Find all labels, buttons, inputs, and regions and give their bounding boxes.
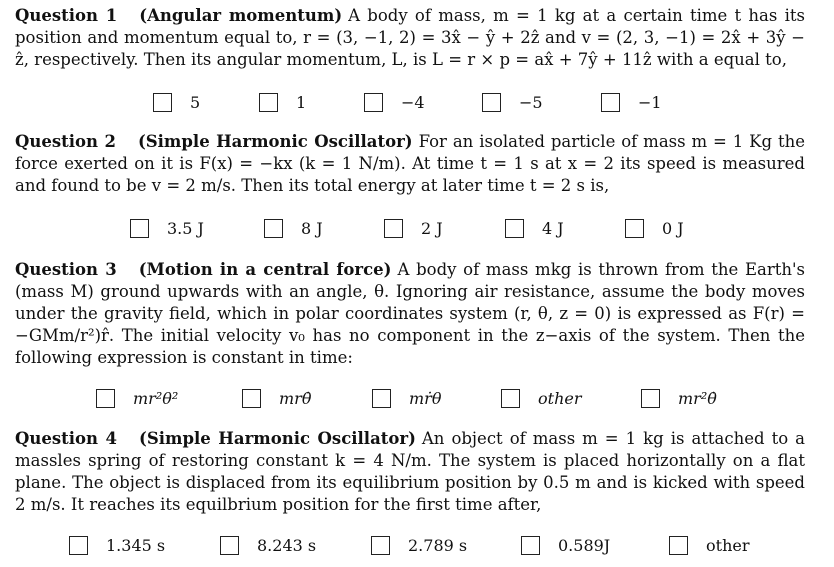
option-label: −5	[519, 92, 543, 112]
checkbox[interactable]	[669, 536, 688, 555]
checkbox[interactable]	[259, 93, 278, 112]
option-label: mṙθ	[409, 388, 442, 408]
option-label: 2.789 s	[408, 535, 468, 555]
question-text: An object of mass m = 1 kg is attached to a massles spring of restoring constant k = 4 N/m. The system is placed horizontally on a flat plane. The object is displaced from its equilibrium position by 0.5 m and is kicked with speed 2 m/s. It reaches its equilbrium position for the first time after,	[15, 429, 806, 514]
answer-option[interactable]	[130, 215, 204, 241]
answer-option[interactable]	[96, 385, 178, 411]
question-title: Question 4	[15, 429, 118, 448]
option-label: 1	[296, 92, 307, 112]
answer-option[interactable]	[220, 532, 316, 558]
checkbox[interactable]	[364, 93, 383, 112]
checkbox[interactable]	[96, 389, 115, 408]
answer-option[interactable]	[69, 532, 165, 558]
option-label: 2 J	[421, 218, 443, 238]
checkbox[interactable]	[625, 219, 644, 238]
answer-option[interactable]	[264, 215, 323, 241]
option-label: 8 J	[301, 218, 323, 238]
answer-option[interactable]	[625, 215, 684, 241]
checkbox[interactable]	[521, 536, 540, 555]
answer-options-q2	[0, 215, 834, 241]
option-label: 3.5 J	[167, 218, 204, 238]
option-label: 0 J	[662, 218, 684, 238]
checkbox[interactable]	[372, 389, 391, 408]
question-topic: (Simple Harmonic Oscillator)	[137, 132, 413, 151]
question-topic: (Angular momentum)	[139, 6, 343, 25]
question-4	[15, 428, 805, 516]
checkbox[interactable]	[482, 93, 501, 112]
option-label: mr²θ̇	[678, 388, 717, 408]
answer-option[interactable]	[601, 89, 662, 115]
option-label: mr²θ²	[133, 388, 179, 408]
checkbox[interactable]	[641, 389, 660, 408]
answer-option[interactable]	[242, 385, 311, 411]
checkbox[interactable]	[501, 389, 520, 408]
checkbox[interactable]	[371, 536, 390, 555]
answer-option[interactable]	[372, 385, 441, 411]
option-label: 1.345 s	[106, 535, 166, 555]
option-label: −1	[638, 92, 662, 112]
answer-option[interactable]	[153, 89, 200, 115]
question-title: Question 3	[15, 260, 117, 279]
option-label: 8.243 s	[257, 535, 317, 555]
answer-option[interactable]	[641, 385, 717, 411]
question-topic: (Motion in a central force)	[138, 260, 392, 279]
checkbox[interactable]	[242, 389, 261, 408]
checkbox[interactable]	[130, 219, 149, 238]
checkbox[interactable]	[220, 536, 239, 555]
option-label: other	[538, 388, 582, 408]
question-3	[15, 259, 805, 369]
answer-option[interactable]	[482, 89, 543, 115]
question-text: A body of mass, m = 1 kg at a certain time t has its position and momentum equal to, r = (3, −1, 2) = 3x̂ − ŷ + 2ẑ and v = (2, 3, −1) = 2x̂ + 3ŷ − ẑ, respectively. Then its angular momentum, L, is L = r × p = ax̂ + 7ŷ + 11ẑ with a equal to,	[15, 6, 805, 69]
answer-options-q3	[0, 385, 834, 411]
answer-options-q4	[0, 532, 834, 558]
question-title: Question 2	[15, 132, 116, 151]
checkbox[interactable]	[153, 93, 172, 112]
answer-option[interactable]	[371, 532, 467, 558]
answer-option[interactable]	[501, 385, 581, 411]
option-label: mrθ̇	[279, 388, 312, 408]
checkbox[interactable]	[601, 93, 620, 112]
answer-options-q1	[0, 89, 834, 115]
question-topic: (Simple Harmonic Oscillator)	[139, 429, 416, 448]
option-label: 4 J	[542, 218, 564, 238]
option-label: 5	[190, 92, 201, 112]
answer-option[interactable]	[521, 532, 610, 558]
answer-option[interactable]	[669, 532, 749, 558]
answer-option[interactable]	[364, 89, 425, 115]
option-label: other	[706, 535, 750, 555]
question-text: For an isolated particle of mass m = 1 Kg the force exerted on it is F(x) = −kx (k = 1 N/m). At time t = 1 s at x = 2 its speed is measured and found to be v = 2 m/s. Then its total energy at later time t = 2 s is,	[15, 132, 805, 195]
checkbox[interactable]	[505, 219, 524, 238]
question-title: Question 1	[15, 6, 118, 25]
answer-option[interactable]	[384, 215, 443, 241]
question-1	[15, 5, 805, 71]
checkbox[interactable]	[384, 219, 403, 238]
checkbox[interactable]	[69, 536, 88, 555]
answer-option[interactable]	[259, 89, 306, 115]
question-2	[15, 131, 805, 197]
answer-option[interactable]	[505, 215, 564, 241]
option-label: −4	[401, 92, 425, 112]
question-text: A body of mass mkg is thrown from the Earth's (mass M) ground upwards with an angle, θ. Ignoring air resistance, assume the body moves under the gravity field, which in polar coordinates system (r, θ, z = 0) is expressed as F(r) = −GMm/r²)r̂. The initial velocity v₀ has no component in the z−axis of the system. Then the following expression is constant in time:	[15, 260, 805, 367]
option-label: 0.589J	[558, 535, 611, 555]
checkbox[interactable]	[264, 219, 283, 238]
